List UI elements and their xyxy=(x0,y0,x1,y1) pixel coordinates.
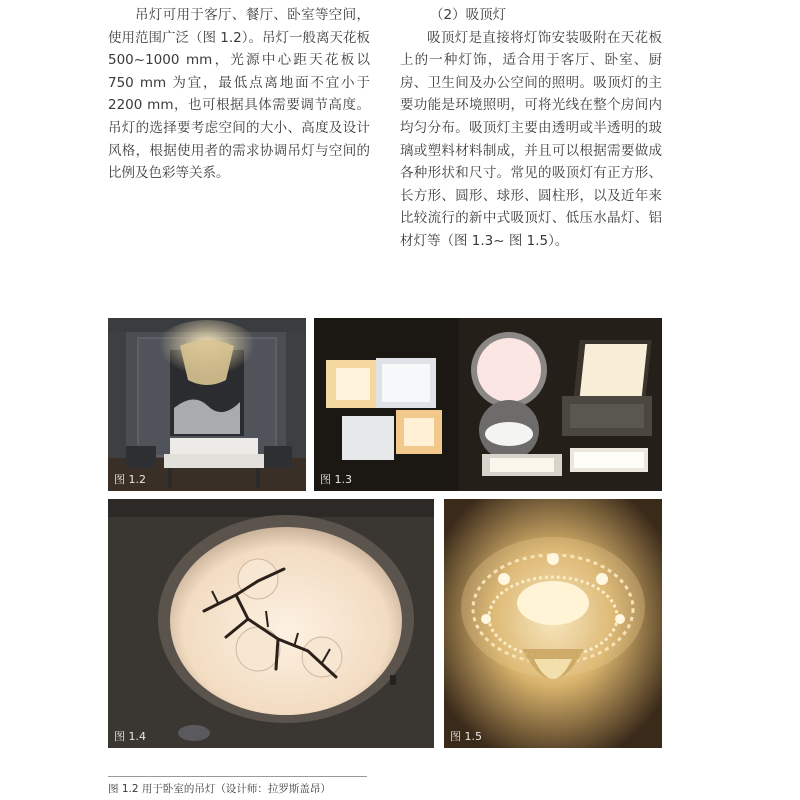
figure-1-4-branch-ceiling-light-photo xyxy=(108,499,434,748)
left-text-column xyxy=(108,4,370,185)
figure-1-2-bedroom-photo xyxy=(108,318,306,491)
figure-caption: 图 1.2 用于卧室的吊灯（设计师：拉罗斯盖昂） xyxy=(108,783,331,795)
figure-1-4-label: 图 1.4 xyxy=(114,730,146,743)
ceiling-light-heading: （2）吸顶灯 xyxy=(430,7,507,23)
figure-1-3-ceiling-lights-photo xyxy=(314,318,662,491)
figure-1-2-label: 图 1.2 xyxy=(114,473,146,486)
caption-divider xyxy=(108,776,367,777)
ceiling-light-paragraph: 吸顶灯是直接将灯饰安装吸附在天花板上的一种灯饰，适合用于客厅、卧室、厨房、卫生间及办公空间的照明。吸顶灯的主要功能是环境照明，可将光线在整个房间内均匀分布。吸顶灯主要由透明或半透明的玻璃或塑料材料制成，并且可以根据需要做成各种形状和尺寸。常见的吸顶灯有正方形、长方形、圆形、球形、圆柱形，以及近年来比较流行的新中式吸顶灯、低压水晶灯、铝材灯等（图 1.3~ 图 1.5）。 xyxy=(400,29,662,249)
figure-1-5-crystal-chandelier-photo xyxy=(444,499,662,748)
pendant-light-paragraph: 吊灯可用于客厅、餐厅、卧室等空间，使用范围广泛（图 1.2）。吊灯一般离天花板 500~1000 mm，光源中心距天花板以 750 mm 为宜，最低点离地面不宜小于 2200 mm，也可根据具体需要调节高度。吊灯的选择要考虑空间的大小、高度及设计风格，根据使用者的需求协调吊灯与空间的比例及色彩等关系。 xyxy=(108,7,371,182)
figure-1-3-label: 图 1.3 xyxy=(320,473,352,486)
figure-1-5-label: 图 1.5 xyxy=(450,730,482,743)
right-text-column xyxy=(400,4,662,253)
